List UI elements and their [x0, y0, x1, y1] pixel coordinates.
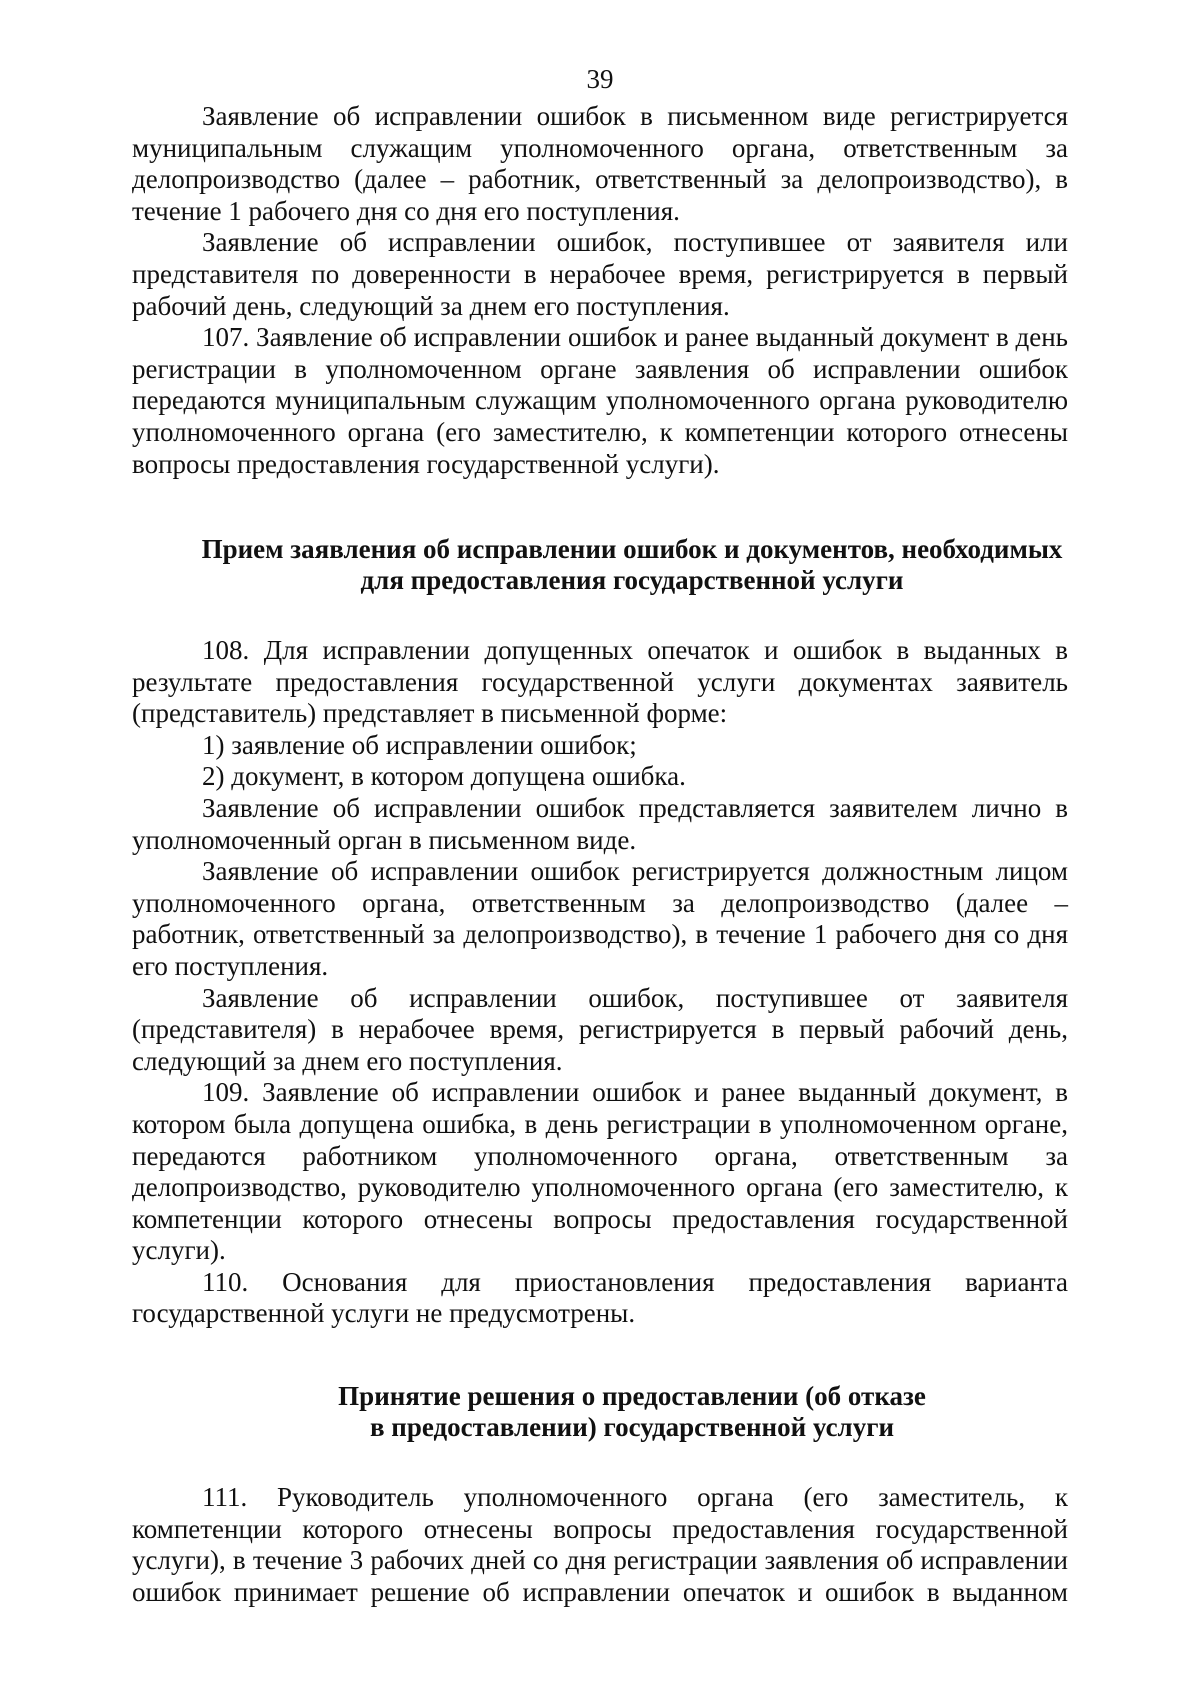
- section-heading-line: в предоставлении) государственной услуги: [369, 1412, 895, 1442]
- paragraph-107: 107. Заявление об исправлении ошибок и ранее выданный документ в день регистрации в уполномоченном органе заявления об исправлении ошибок передаются муниципальным служащим уполномоченного органа руководителю уполномоченного органа (его заместителю, к компетенции которого отнесены вопросы предоставления государственной услуги).: [132, 322, 1068, 479]
- paragraph: Заявление об исправлении ошибок, поступившее от заявителя (представителя) в нерабочее время, регистрируется в первый рабочий день, следующий за днем его поступления.: [132, 982, 1068, 1076]
- paragraph: Заявление об исправлении ошибок представляется заявителем лично в уполномоченный орган в письменном виде.: [132, 792, 1068, 855]
- paragraph-110: 110. Основания для приостановления предоставления варианта государственной услуги не предусмотрены.: [132, 1266, 1068, 1329]
- section-heading-line: для предоставления государственной услуги: [360, 565, 904, 595]
- section-heading-line: Прием заявления об исправлении ошибок и документов, необходимых: [201, 534, 1063, 564]
- text-block-2: [132, 635, 1068, 1330]
- section-heading-line: Принятие решения о предоставлении (об отказе: [338, 1381, 926, 1411]
- paragraph-109: 109. Заявление об исправлении ошибок и ранее выданный документ, в котором была допущена ошибка, в день регистрации в уполномоченном органе, передаются работником уполномоченного органа, ответственным за делопроизводство, руководителю уполномоченного органа (его заместителю, к компетенции которого отнесены вопросы предоставления государственной услуги).: [132, 1077, 1068, 1266]
- paragraph: Заявление об исправлении ошибок, поступившее от заявителя или представителя по доверенности в нерабочее время, регистрируется в первый рабочий день, следующий за днем его поступления.: [132, 227, 1068, 321]
- section-heading-2: [132, 1381, 1132, 1443]
- paragraph-108: 108. Для исправлении допущенных опечаток и ошибок в выданных в результате предоставления государственной услуги документах заявитель (представитель) представляет в письменной форме:: [132, 635, 1068, 729]
- page-number: 39: [586, 64, 614, 94]
- section-heading-1: [132, 534, 1132, 596]
- text-block-3: [132, 1482, 1068, 1608]
- paragraph: Заявление об исправлении ошибок регистрируется должностным лицом уполномоченного органа, ответственным за делопроизводство (далее – работник, ответственный за делопроизводство), в течение 1 рабочего дня со дня его поступления.: [132, 856, 1068, 981]
- paragraph: Заявление об исправлении ошибок в письменном виде регистрируется муниципальным служащим уполномоченного органа, ответственным за делопроизводство (далее – работник, ответственный за делопроизводство), в течение 1 рабочего дня со дня его поступления.: [132, 101, 1068, 226]
- list-item-2: 2) документ, в котором допущена ошибка.: [202, 761, 686, 792]
- list-item-1: 1) заявление об исправлении ошибок;: [202, 729, 637, 760]
- text-block-1: [132, 101, 1068, 480]
- paragraph-111: 111. Руководитель уполномоченного органа (его заместитель, к компетенции которого отнесены вопросы предоставления государственной услуги), в течение 3 рабочих дней со дня регистрации заявления об исправлении ошибок принимает решение об исправлении опечаток и ошибок в выданном: [132, 1482, 1068, 1607]
